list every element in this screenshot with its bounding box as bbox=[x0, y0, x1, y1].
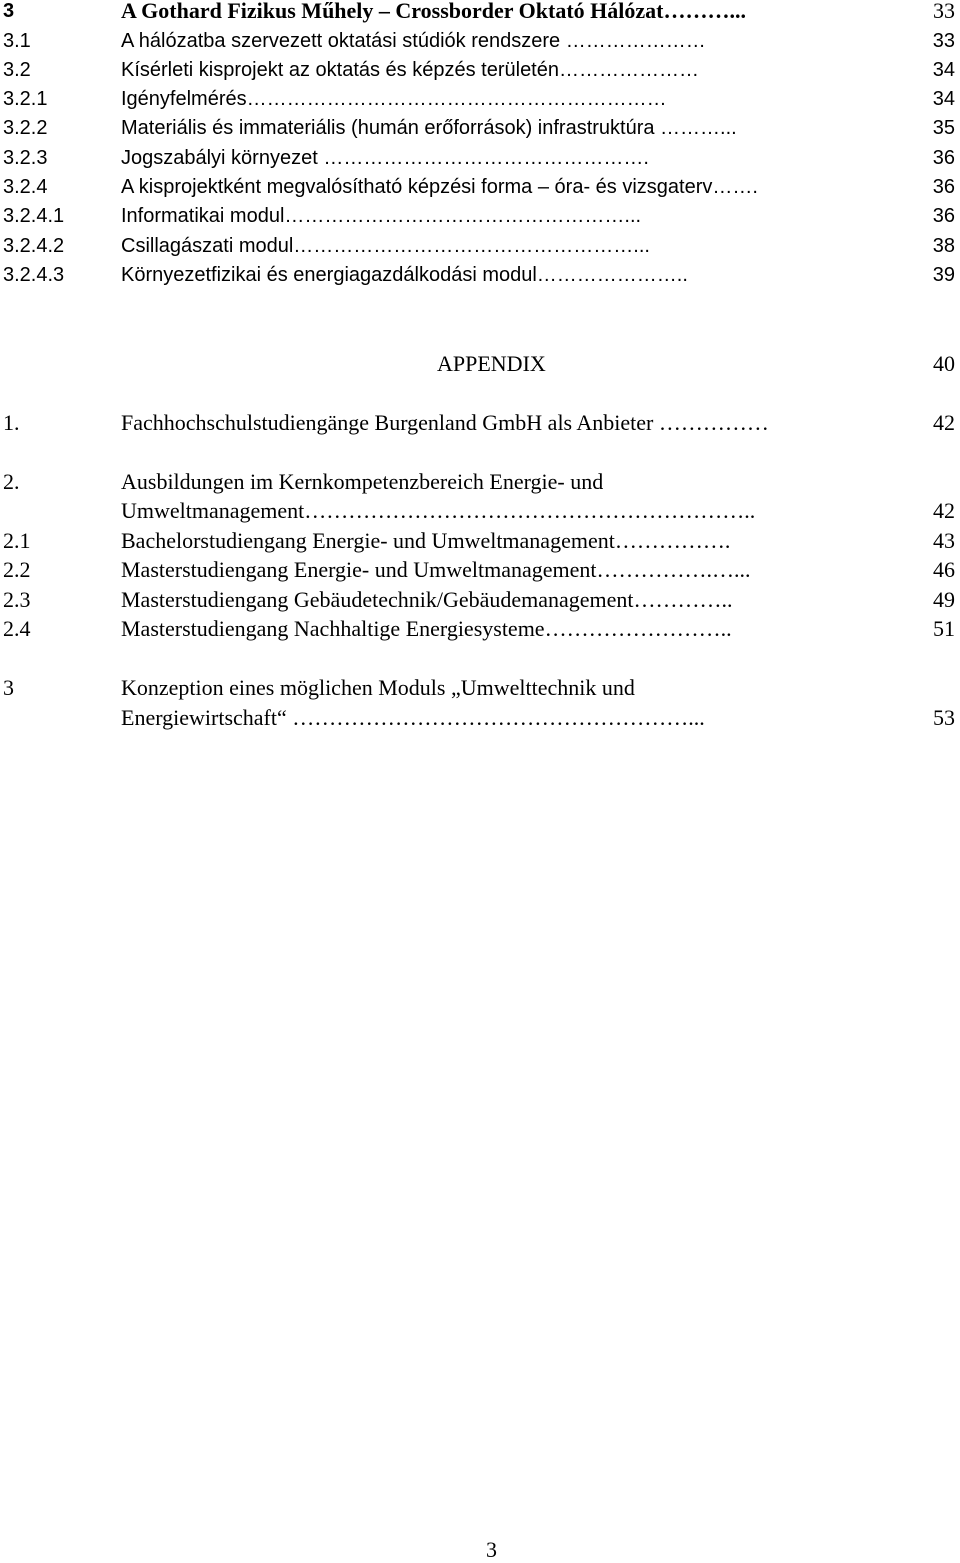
toc-entry-title: A Gothard Fizikus Műhely – Crossborder Oktató Hálózat………... bbox=[121, 0, 746, 23]
toc-entry-title-line1: Konzeption eines möglichen Moduls „Umwelttechnik und bbox=[121, 675, 635, 700]
toc-entry-title: Masterstudiengang Nachhaltige Energiesysteme…………………….. bbox=[121, 616, 732, 641]
appendix-page: 40 bbox=[933, 351, 955, 376]
toc-entry-page: 39 bbox=[932, 264, 955, 286]
toc-entry[interactable] bbox=[0, 231, 960, 261]
toc-entry[interactable] bbox=[0, 113, 960, 143]
appendix-label: APPENDIX bbox=[437, 351, 546, 376]
toc-entry-number: 3.2.4.2 bbox=[3, 235, 65, 257]
toc-entry-page: 42 bbox=[933, 498, 955, 523]
toc-entry-number: 3.2 bbox=[3, 59, 31, 81]
toc-entry-title: Csillagászati modul……………………………………………... bbox=[121, 235, 650, 257]
toc-entry-number: 2.1 bbox=[3, 528, 31, 553]
toc-entry-number: 3.2.4.3 bbox=[3, 264, 65, 286]
toc-entry-title: Fachhochschulstudiengänge Burgenland GmbH als Anbieter …………… bbox=[121, 410, 769, 435]
toc-entry-number: 3.2.2 bbox=[3, 117, 48, 139]
toc-entry-page: 49 bbox=[933, 587, 955, 612]
toc-entry-title: A kisprojektként megvalósítható képzési forma – óra- és vizsgaterv……. bbox=[121, 176, 758, 198]
toc-entry-title: A hálózatba szervezett oktatási stúdiók rendszere ………………… bbox=[121, 30, 706, 52]
toc-entry-number: 3.2.4.1 bbox=[3, 205, 65, 227]
toc-entry[interactable] bbox=[0, 526, 960, 556]
toc-entry-number: 2.3 bbox=[3, 587, 31, 612]
toc-entry[interactable] bbox=[0, 585, 960, 615]
toc-entry-page: 38 bbox=[932, 235, 955, 257]
toc-entry-page: 36 bbox=[932, 147, 955, 169]
toc-entry-page: 43 bbox=[933, 528, 955, 553]
toc-entry-number: 2.2 bbox=[3, 557, 31, 582]
toc-entry-title: Bachelorstudiengang Energie- und Umweltmanagement……………. bbox=[121, 528, 731, 553]
toc-entry-number: 3.2.4 bbox=[3, 176, 48, 198]
toc-entry-page: 34 bbox=[932, 59, 955, 81]
toc-entry[interactable] bbox=[0, 84, 960, 114]
toc-entry[interactable] bbox=[0, 408, 960, 438]
toc-entry-title: Jogszabályi környezet …………………………………………. bbox=[121, 147, 649, 169]
toc-entry-page: 34 bbox=[932, 88, 955, 110]
toc-entry-number: 2. bbox=[3, 469, 20, 494]
toc-entry-number: 3.1 bbox=[3, 30, 31, 52]
toc-entry-number: 3.2.3 bbox=[3, 147, 48, 169]
toc-entry-continuation[interactable] bbox=[0, 496, 960, 526]
toc-entry-page: 33 bbox=[933, 0, 955, 23]
toc-entry-title-line1: Ausbildungen im Kernkompetenzbereich Energie- und bbox=[121, 469, 604, 494]
toc-entry[interactable] bbox=[0, 467, 960, 497]
toc-entry-number: 3 bbox=[3, 0, 15, 22]
toc-entry-page: 36 bbox=[932, 205, 955, 227]
toc-entry[interactable] bbox=[0, 26, 960, 56]
toc-entry[interactable] bbox=[0, 201, 960, 231]
toc-entry-page: 53 bbox=[933, 705, 955, 730]
toc-entry-title: Környezetfizikai és energiagazdálkodási modul………………….. bbox=[121, 264, 688, 286]
toc-entry-page: 36 bbox=[932, 176, 955, 198]
toc-entry[interactable] bbox=[0, 143, 960, 173]
toc-entry-title: Informatikai modul……………………………………………... bbox=[121, 205, 642, 227]
toc-entry[interactable] bbox=[0, 260, 960, 290]
toc-entry-number: 1. bbox=[3, 410, 20, 435]
appendix-heading[interactable] bbox=[0, 349, 960, 379]
toc-entry[interactable] bbox=[0, 614, 960, 644]
toc-entry[interactable] bbox=[0, 55, 960, 85]
toc-entry[interactable] bbox=[0, 555, 960, 585]
toc-entry[interactable] bbox=[0, 0, 960, 26]
toc-entry-title: Materiális és immateriális (humán erőforrások) infrastruktúra ………... bbox=[121, 117, 737, 139]
toc-entry-title-line2: Energiewirtschaft“ ………………………………………………... bbox=[121, 705, 705, 730]
toc-entry-page: 51 bbox=[933, 616, 955, 641]
toc-entry-title: Masterstudiengang Gebäudetechnik/Gebäudemanagement………….. bbox=[121, 587, 733, 612]
toc-entry-page: 35 bbox=[932, 117, 955, 139]
toc-entry-page: 33 bbox=[932, 30, 955, 52]
toc-entry-title: Masterstudiengang Energie- und Umweltmanagement…………….…... bbox=[121, 557, 751, 582]
toc-entry[interactable] bbox=[0, 673, 960, 703]
page-number: 3 bbox=[486, 1537, 497, 1562]
toc-entry[interactable] bbox=[0, 172, 960, 202]
toc-entry-number: 3.2.1 bbox=[3, 88, 48, 110]
toc-entry-continuation[interactable] bbox=[0, 703, 960, 733]
toc-entry-title: Kísérleti kisprojekt az oktatás és képzés területén………………… bbox=[121, 59, 699, 81]
toc-entry-title-line2: Umweltmanagement…………………………………………………….. bbox=[121, 498, 756, 523]
toc-entry-title: Igényfelmérés……………………………………………………… bbox=[121, 88, 667, 110]
toc-entry-page: 46 bbox=[933, 557, 955, 582]
toc-entry-page: 42 bbox=[933, 410, 955, 435]
toc-entry-number: 2.4 bbox=[3, 616, 31, 641]
toc-entry-number: 3 bbox=[3, 675, 14, 700]
